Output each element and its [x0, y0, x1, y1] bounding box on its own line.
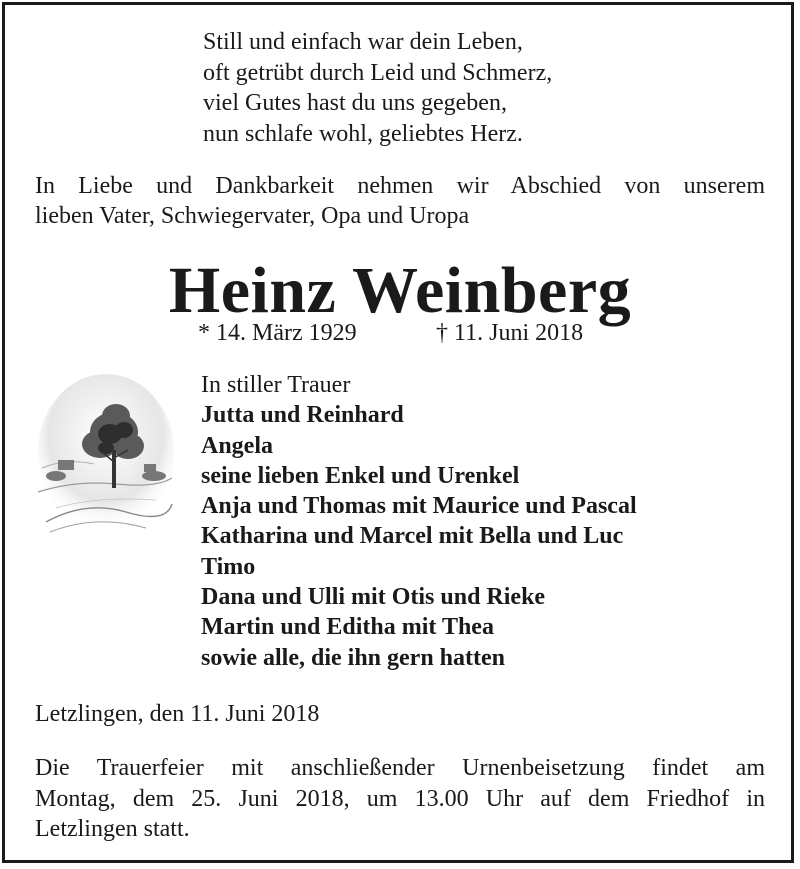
funeral-info: [35, 753, 765, 845]
place-date: Letzlingen, den 11. Juni 2018: [35, 701, 320, 727]
poem-line: viel Gutes hast du uns gegeben,: [203, 90, 507, 116]
tree-illustration-icon: [36, 372, 174, 540]
mourners-lead: In stiller Trauer: [201, 372, 351, 398]
mourner-entry: seine lieben Enkel und Urenkel: [201, 462, 520, 489]
poem: [203, 27, 552, 149]
mourners-list: [201, 370, 637, 673]
mourner-entry: Jutta und Reinhard: [201, 402, 404, 429]
poem-line: oft getrübt durch Leid und Schmerz,: [203, 59, 553, 86]
mourner-entry: Anja und Thomas mit Maurice und Pascal: [201, 493, 637, 520]
mourner-entry: Dana und Ulli mit Otis und Rieke: [201, 584, 546, 611]
intro-line: In Liebe und Dankbarkeit nehmen wir Abschied von unserem: [35, 173, 765, 199]
mourner-entry: Timo: [201, 553, 256, 580]
deceased-name: Heinz Weinberg: [168, 254, 632, 327]
funeral-line: Letzlingen statt.: [35, 816, 190, 842]
intro-text: [35, 171, 765, 231]
funeral-line: Die Trauerfeier mit anschließender Urnenbeisetzung findet am: [35, 755, 765, 781]
intro-line: lieben Vater, Schwiegervater, Opa und Uropa: [35, 203, 470, 229]
mourner-entry: sowie alle, die ihn gern hatten: [201, 644, 505, 671]
poem-line: nun schlafe wohl, geliebtes Herz.: [203, 120, 523, 147]
death-date: † 11. Juni 2018: [436, 320, 584, 346]
mourner-entry: Katharina und Marcel mit Bella und Luc: [201, 523, 624, 550]
poem-line: Still und einfach war dein Leben,: [203, 29, 523, 55]
mourner-entry: Martin und Editha mit Thea: [201, 614, 494, 641]
funeral-line: Montag, dem 25. Juni 2018, um 13.00 Uhr auf dem Friedhof in: [35, 785, 765, 812]
birth-date: * 14. März 1929: [198, 320, 357, 346]
mourner-entry: Angela: [201, 432, 273, 459]
